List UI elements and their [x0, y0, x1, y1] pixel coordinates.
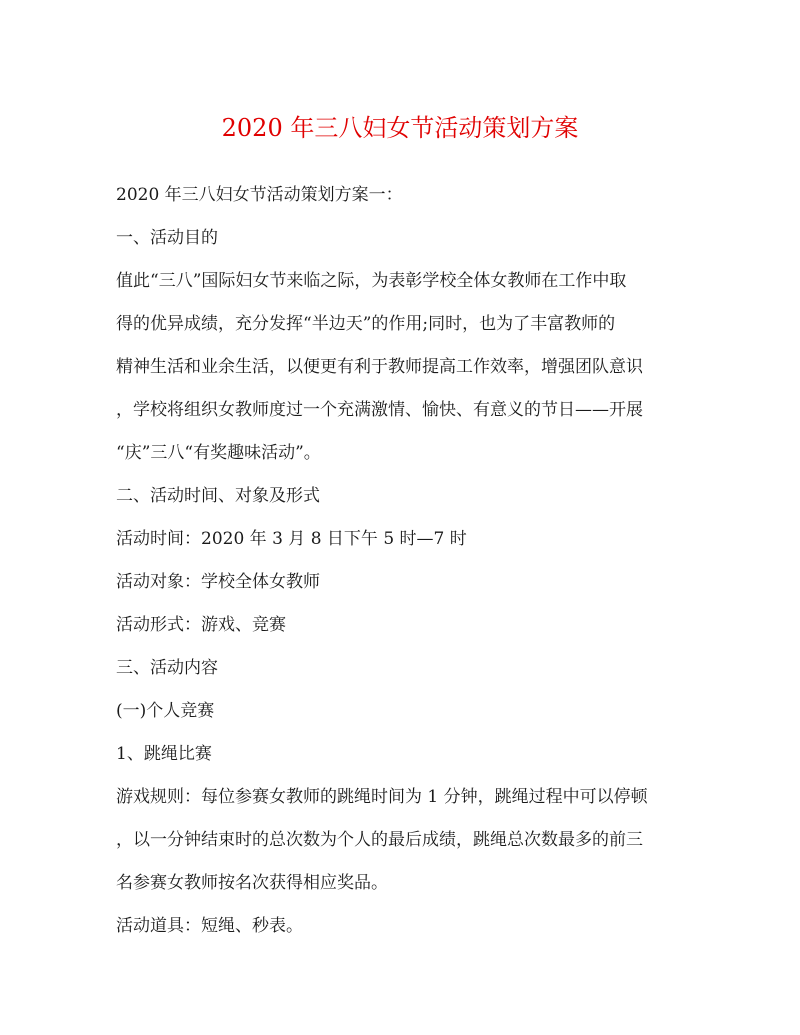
text-line-purpose-5: “庆”三八“有奖趣味活动”。: [116, 443, 321, 463]
text-line-purpose-4: ，学校将组织女教师度过一个充满激情、愉快、有意义的节日——开展: [116, 400, 643, 420]
text-line-activity-time: 活动时间：2020 年 3 月 8 日下午 5 时—7 时: [116, 529, 467, 549]
text-line-section-1-heading: 一、活动目的: [116, 228, 218, 248]
text-line-plan-heading: 2020 年三八妇女节活动策划方案一：: [116, 185, 403, 205]
text-line-activity-target: 活动对象：学校全体女教师: [116, 572, 320, 592]
text-line-section-2-heading: 二、活动时间、对象及形式: [116, 486, 320, 506]
document-title: 2020 年三八妇女节活动策划方案: [221, 114, 579, 142]
text-line-purpose-2: 得的优异成绩，充分发挥“半边天”的作用;同时，也为了丰富教师的: [116, 314, 616, 334]
text-line-section-3-heading: 三、活动内容: [116, 658, 218, 678]
text-line-rules-1: 游戏规则：每位参赛女教师的跳绳时间为 1 分钟，跳绳过程中可以停顿: [116, 787, 648, 807]
text-line-purpose-1: 值此“三八”国际妇女节来临之际，为表彰学校全体女教师在工作中取: [116, 271, 627, 291]
text-line-equipment: 活动道具：短绳、秒表。: [116, 916, 303, 936]
text-line-item-jump-rope: 1、跳绳比赛: [116, 744, 212, 764]
text-line-rules-3: 名参赛女教师按名次获得相应奖品。: [116, 873, 388, 893]
text-line-rules-2: ，以一分钟结束时的总次数为个人的最后成绩，跳绳总次数最多的前三: [116, 830, 643, 850]
text-line-purpose-3: 精神生活和业余生活，以便更有利于教师提高工作效率，增强团队意识: [116, 357, 643, 377]
text-line-subsection-individual: (一)个人竞赛: [116, 701, 215, 721]
text-line-activity-form: 活动形式：游戏、竞赛: [116, 615, 286, 635]
